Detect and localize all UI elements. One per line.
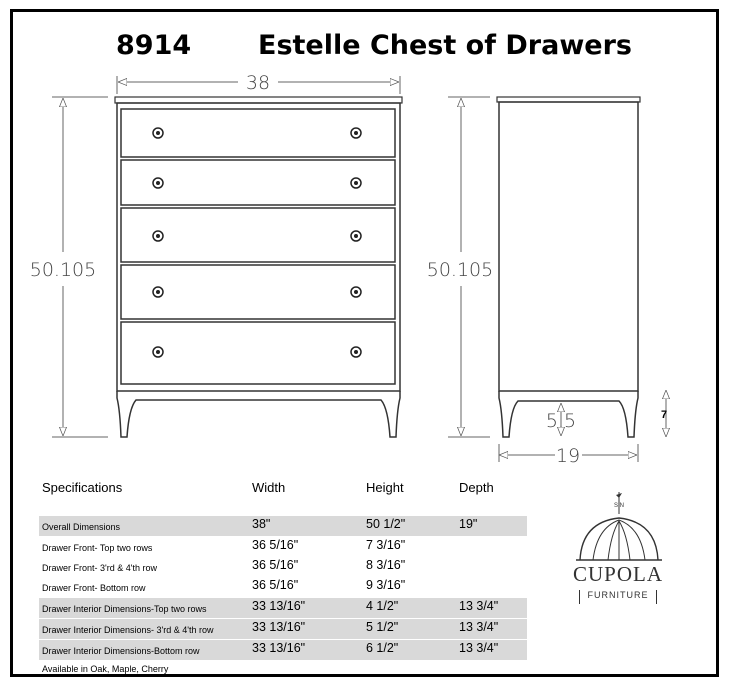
row-width: 33 13/16" <box>252 641 306 655</box>
knob-icon <box>351 128 361 138</box>
table-row <box>39 640 527 660</box>
row-height: 9 3/16" <box>366 578 406 592</box>
row-width: 36 5/16" <box>252 558 299 572</box>
row-height: 8 3/16" <box>366 558 406 572</box>
row-label: Drawer Interior Dimensions-Bottom row <box>42 646 200 656</box>
row-label: Overall Dimensions <box>42 522 121 532</box>
knob-icon <box>153 287 163 297</box>
row-height: 5 1/2" <box>366 620 399 634</box>
table-row <box>39 557 527 577</box>
brand-subtitle: FURNITURE <box>579 590 657 600</box>
cupola-dome-icon <box>572 488 672 568</box>
knob-icon <box>351 231 361 241</box>
row-depth: 13 3/4" <box>459 599 499 613</box>
row-label: Drawer Front- 3'rd & 4'th row <box>42 563 157 573</box>
row-width: 33 13/16" <box>252 599 306 613</box>
drawer-3 <box>121 208 395 262</box>
drawer-4 <box>121 265 395 319</box>
leg-height-side-label: 7 <box>661 409 668 421</box>
row-width: 38" <box>252 517 271 531</box>
side-view <box>497 97 640 437</box>
knob-icon <box>351 178 361 188</box>
side-carcass <box>499 102 638 391</box>
front-height-label: 50.105 <box>29 259 97 281</box>
row-depth: 13 3/4" <box>459 641 499 655</box>
row-label: Drawer Interior Dimensions-Top two rows <box>42 604 207 614</box>
row-height: 4 1/2" <box>366 599 399 613</box>
table-row <box>39 598 527 618</box>
row-height: 6 1/2" <box>366 641 399 655</box>
table-row <box>39 516 527 536</box>
row-width: 33 13/16" <box>252 620 306 634</box>
drawer-2 <box>121 160 395 205</box>
drawer-1 <box>121 109 395 157</box>
row-label: Drawer Front- Bottom row <box>42 583 146 593</box>
table-row <box>39 577 527 597</box>
row-width: 36 5/16" <box>252 538 299 552</box>
front-width-label: 38 <box>245 72 271 94</box>
row-depth: 13 3/4" <box>459 620 499 634</box>
knob-icon <box>351 287 361 297</box>
spec-header-width: Width <box>252 480 286 495</box>
side-height-label: 50.105 <box>426 259 494 281</box>
brand-name: CUPOLA <box>572 562 663 586</box>
knob-icon <box>153 231 163 241</box>
compass-label: S N <box>613 503 625 509</box>
model-number: 8914 <box>116 30 192 61</box>
knob-icon <box>153 178 163 188</box>
table-row <box>39 619 527 639</box>
side-depth-label: 19 <box>555 445 581 467</box>
spec-header-depth: Depth <box>459 480 494 495</box>
product-name: Estelle Chest of Drawers <box>258 30 632 61</box>
row-height: 7 3/16" <box>366 538 406 552</box>
cupola-logo <box>572 488 672 608</box>
front-view <box>115 97 402 437</box>
knob-icon <box>351 347 361 357</box>
spec-header-height: Height <box>366 480 404 495</box>
drawer-5 <box>121 322 395 384</box>
row-depth: 19" <box>459 517 478 531</box>
row-label: Drawer Front- Top two rows <box>42 543 153 553</box>
leg-height-label: 5.5 <box>545 410 577 432</box>
table-row <box>39 537 527 557</box>
row-height: 50 1/2" <box>366 517 406 531</box>
front-top-panel <box>115 97 402 103</box>
knob-icon <box>153 128 163 138</box>
row-width: 36 5/16" <box>252 578 299 592</box>
knob-icon <box>153 347 163 357</box>
front-base <box>117 391 400 437</box>
availability-note: Available in Oak, Maple, Cherry <box>42 664 169 674</box>
spec-header-label: Specifications <box>42 480 123 495</box>
row-label: Drawer Interior Dimensions- 3'rd & 4'th row <box>42 625 214 635</box>
